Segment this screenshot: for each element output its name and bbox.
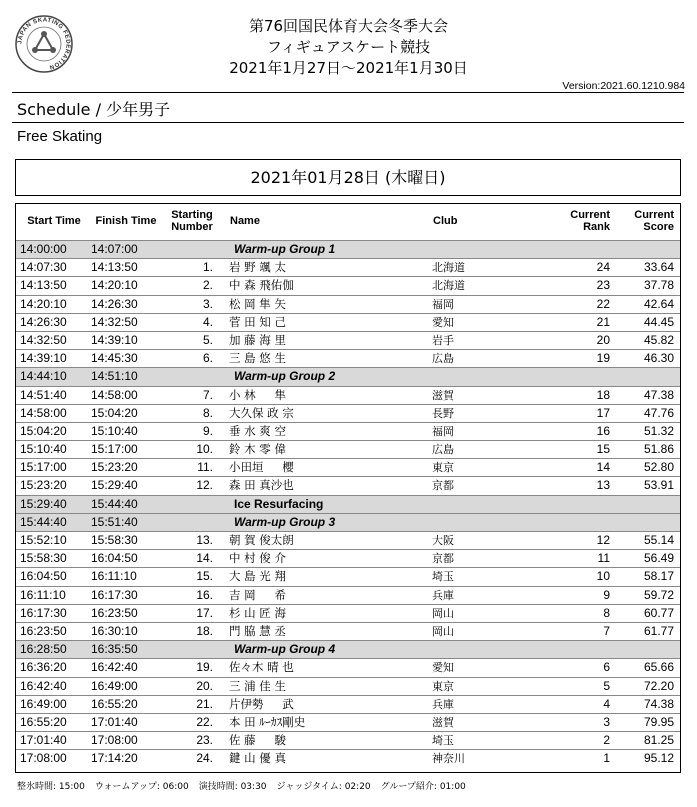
rank-cell: 11 (597, 551, 610, 566)
rank-cell: 16 (596, 423, 610, 438)
title-line-2: フィギュアスケート競技 (266, 38, 431, 56)
finish-time-cell: 14:51:10 (91, 369, 138, 384)
table-row (16, 586, 680, 604)
table-row (16, 604, 680, 622)
start-time-cell: 14:07:30 (20, 260, 67, 275)
skater-name-cell: 中 森 飛佑伽 (229, 278, 294, 293)
club-cell: 岡山 (432, 606, 454, 620)
starting-number-cell: 10. (196, 442, 213, 457)
finish-time-cell: 17:01:40 (91, 714, 138, 729)
rank-cell: 6 (603, 660, 610, 675)
score-cell: 37.78 (643, 278, 674, 293)
table-row (16, 731, 680, 749)
table-row (16, 440, 680, 458)
skater-name-cell: 垂 水 爽 空 (229, 423, 286, 438)
start-time-cell: 17:01:40 (20, 733, 67, 748)
starting-number-cell: 21. (196, 696, 213, 711)
club-cell: 広島 (432, 352, 454, 366)
start-time-cell: 14:13:50 (20, 278, 67, 293)
skater-name-cell: 大 島 光 翔 (229, 569, 286, 584)
score-cell: 33.64 (643, 260, 674, 275)
col-club: Club (433, 215, 458, 227)
skater-name-cell: 佐 藤 駿 (229, 733, 286, 748)
club-cell: 広島 (432, 443, 454, 457)
starting-number-cell: 7. (202, 387, 213, 402)
score-cell: 65.66 (643, 660, 674, 675)
starting-number-cell: 20. (196, 678, 213, 693)
table-row (16, 677, 680, 695)
col-current-rank: Current Rank (570, 209, 610, 233)
skater-name-cell: 門 脇 慧 丞 (229, 623, 286, 638)
start-time-cell: 15:17:00 (20, 460, 67, 475)
start-time-cell: 16:11:10 (20, 587, 66, 602)
starting-number-cell: 24. (196, 751, 213, 766)
table-row (16, 549, 680, 567)
skater-name-cell: 三 島 悠 生 (229, 351, 286, 366)
starting-number-cell: 1. (202, 260, 213, 275)
skater-name-cell: 松 岡 隼 矢 (229, 296, 286, 311)
finish-time-cell: 15:44:40 (91, 496, 138, 511)
table-row (16, 658, 680, 676)
rank-cell: 1 (603, 751, 610, 766)
finish-time-cell: 16:23:50 (91, 605, 138, 620)
club-cell: 滋賀 (432, 388, 454, 402)
table-row (16, 349, 680, 367)
start-time-cell: 14:26:30 (20, 314, 67, 329)
start-time-cell: 14:58:00 (20, 405, 67, 420)
rank-cell: 22 (596, 296, 610, 311)
finish-time-cell: 14:58:00 (91, 387, 138, 402)
score-cell: 61.77 (643, 623, 674, 638)
score-cell: 74.38 (643, 696, 674, 711)
rank-cell: 8 (603, 605, 610, 620)
rank-cell: 23 (596, 278, 610, 293)
finish-time-cell: 16:04:50 (91, 551, 138, 566)
starting-number-cell: 5. (202, 332, 213, 347)
timing-footer (17, 779, 476, 792)
col-start-time: Start Time (27, 215, 81, 227)
start-time-cell: 16:42:40 (20, 678, 67, 693)
finish-time-cell: 17:14:20 (91, 751, 138, 766)
club-cell: 長野 (432, 406, 454, 420)
score-cell: 45.82 (643, 332, 674, 347)
start-time-cell: 16:49:00 (20, 696, 67, 711)
table-row (16, 567, 680, 585)
table-row (16, 276, 680, 294)
rank-cell: 19 (596, 351, 610, 366)
table-row (16, 622, 680, 640)
finish-time-cell: 15:23:20 (91, 460, 138, 475)
start-time-cell: 16:23:50 (20, 623, 67, 638)
starting-number-cell: 12. (196, 478, 213, 493)
warmup-group-row (16, 367, 680, 385)
club-cell: 滋賀 (432, 715, 454, 729)
finish-time-cell: 16:11:10 (91, 569, 137, 584)
skater-name-cell: 小田垣 櫻 (229, 460, 294, 475)
finish-time-cell: 16:17:30 (91, 587, 138, 602)
skater-name-cell: 鍵 山 優 真 (229, 751, 286, 766)
finish-time-cell: 14:26:30 (91, 296, 138, 311)
group-label: Warm-up Group 3 (234, 514, 336, 529)
timing-item: 整氷時間: 15:00 (17, 782, 85, 792)
skater-name-cell: 小 林 隼 (229, 387, 286, 402)
club-cell: 岩手 (432, 333, 454, 347)
finish-time-cell: 15:51:40 (91, 514, 138, 529)
col-current-score: Current Score (634, 209, 674, 233)
club-cell: 愛知 (432, 315, 454, 329)
club-cell: 愛知 (432, 661, 454, 675)
starting-number-cell: 9. (202, 423, 213, 438)
skater-name-cell: 杉 山 匠 海 (229, 605, 286, 620)
starting-number-cell: 4. (202, 314, 213, 329)
rank-cell: 10 (596, 569, 610, 584)
col-name: Name (230, 215, 260, 227)
skater-name-cell: 片伊勢 武 (229, 696, 294, 711)
starting-number-cell: 15. (196, 569, 213, 584)
event-date: 2021年01月28日 (木曜日) (15, 159, 681, 196)
starting-number-cell: 6. (202, 351, 213, 366)
club-cell: 北海道 (432, 279, 465, 293)
score-cell: 56.49 (643, 551, 674, 566)
club-cell: 福岡 (432, 297, 454, 311)
starting-number-cell: 23. (196, 733, 213, 748)
finish-time-cell: 15:10:40 (91, 423, 138, 438)
club-cell: 岡山 (432, 624, 454, 638)
finish-time-cell: 15:17:00 (91, 442, 138, 457)
score-cell: 60.77 (643, 605, 674, 620)
rank-cell: 2 (603, 733, 610, 748)
finish-time-cell: 16:49:00 (91, 678, 138, 693)
skater-name-cell: 本 田 ﾙｰｶｽ剛史 (229, 714, 306, 729)
table-row (16, 422, 680, 440)
score-cell: 51.32 (643, 423, 674, 438)
club-cell: 兵庫 (432, 697, 454, 711)
skater-name-cell: 菅 田 知 己 (229, 314, 286, 329)
start-time-cell: 14:20:10 (20, 296, 67, 311)
start-time-cell: 15:23:20 (20, 478, 67, 493)
score-cell: 72.20 (643, 678, 674, 693)
table-row (16, 404, 680, 422)
finish-time-cell: 17:08:00 (91, 733, 138, 748)
rank-cell: 24 (596, 260, 610, 275)
rank-cell: 18 (596, 387, 610, 402)
skater-name-cell: 鈴 木 零 偉 (229, 442, 286, 457)
finish-time-cell: 16:55:20 (91, 696, 138, 711)
rank-cell: 20 (596, 332, 610, 347)
club-cell: 神奈川 (432, 752, 465, 766)
score-cell: 46.30 (643, 351, 674, 366)
rank-cell: 3 (603, 714, 610, 729)
start-time-cell: 16:28:50 (20, 642, 67, 657)
rank-cell: 17 (596, 405, 610, 420)
divider (12, 92, 684, 93)
table-row (16, 386, 680, 404)
table-row (16, 331, 680, 349)
start-time-cell: 16:17:30 (20, 605, 67, 620)
score-cell: 44.45 (643, 314, 674, 329)
skater-name-cell: 吉 岡 希 (229, 587, 286, 602)
start-time-cell: 14:32:50 (20, 332, 67, 347)
start-time-cell: 16:36:20 (20, 660, 67, 675)
warmup-group-row (16, 640, 680, 658)
finish-time-cell: 14:39:10 (91, 332, 138, 347)
score-cell: 51.86 (643, 442, 674, 457)
score-cell: 47.76 (643, 405, 674, 420)
finish-time-cell: 16:42:40 (91, 660, 138, 675)
version-label: Version:2021.60.1210.984 (562, 80, 685, 92)
group-label: Warm-up Group 4 (234, 642, 336, 657)
rank-cell: 5 (603, 678, 610, 693)
logo-text: JAPAN SKATING FEDERATION (17, 17, 71, 70)
start-time-cell: 15:29:40 (20, 496, 67, 511)
start-time-cell: 14:00:00 (20, 242, 67, 256)
rank-cell: 15 (596, 442, 610, 457)
finish-time-cell: 14:13:50 (91, 260, 138, 275)
rank-cell: 12 (596, 533, 610, 547)
group-label: Warm-up Group 1 (234, 242, 336, 256)
table-row (16, 258, 680, 276)
club-cell: 埼玉 (432, 734, 454, 748)
score-cell: 59.72 (643, 587, 674, 602)
score-cell: 58.17 (643, 569, 674, 584)
skater-name-cell: 中 村 俊 介 (229, 551, 286, 566)
start-time-cell: 14:44:10 (20, 369, 67, 384)
rank-cell: 14 (596, 460, 610, 475)
finish-time-cell: 15:58:30 (91, 533, 138, 547)
starting-number-cell: 2. (202, 278, 213, 293)
rank-cell: 4 (603, 696, 610, 711)
score-cell: 81.25 (643, 733, 674, 748)
score-cell: 95.12 (643, 751, 674, 766)
score-cell: 79.95 (643, 714, 674, 729)
club-cell: 京都 (432, 552, 454, 566)
table-row (16, 531, 680, 549)
score-cell: 52.80 (643, 460, 674, 475)
table-row (16, 313, 680, 331)
club-cell: 京都 (432, 479, 454, 493)
starting-number-cell: 17. (196, 605, 213, 620)
table-row (16, 476, 680, 494)
schedule-heading: Schedule / 少年男子 (17, 100, 171, 119)
start-time-cell: 15:44:40 (20, 514, 67, 529)
table-row (16, 458, 680, 476)
table-row (16, 749, 680, 767)
discipline-heading: Free Skating (17, 128, 103, 145)
score-cell: 42.64 (643, 296, 674, 311)
finish-time-cell: 15:29:40 (91, 478, 138, 493)
timing-item: ジャッジタイム: 02:20 (276, 782, 371, 792)
event-title (0, 16, 697, 79)
timing-item: ウォームアップ: 06:00 (94, 782, 189, 792)
finish-time-cell: 14:32:50 (91, 314, 138, 329)
club-cell: 兵庫 (432, 588, 454, 602)
title-line-3: 2021年1月27日～2021年1月30日 (229, 59, 468, 77)
warmup-group-row (16, 513, 680, 531)
starting-number-cell: 13. (196, 533, 213, 547)
col-starting-number: Starting Number (171, 209, 213, 233)
start-time-cell: 14:51:40 (20, 387, 67, 402)
score-cell: 47.38 (643, 387, 674, 402)
skater-name-cell: 佐々木 晴 也 (229, 660, 294, 675)
skater-name-cell: 岩 野 颯 太 (229, 260, 286, 275)
start-time-cell: 16:55:20 (20, 714, 67, 729)
starting-number-cell: 14. (196, 551, 213, 566)
starting-number-cell: 19. (196, 660, 213, 675)
starting-number-cell: 8. (202, 405, 213, 420)
finish-time-cell: 16:30:10 (91, 623, 138, 638)
skater-name-cell: 朝 賀 俊太朗 (229, 533, 294, 547)
starting-number-cell: 18. (196, 623, 213, 638)
finish-time-cell: 14:45:30 (91, 351, 138, 366)
warmup-group-row (16, 240, 680, 258)
timing-item: グループ紹介: 01:00 (380, 782, 466, 792)
group-label: Ice Resurfacing (234, 496, 324, 511)
table-row (16, 695, 680, 713)
club-cell: 北海道 (432, 261, 465, 275)
finish-time-cell: 14:07:00 (91, 242, 138, 256)
group-label: Warm-up Group 2 (234, 369, 336, 384)
finish-time-cell: 16:35:50 (91, 642, 138, 657)
schedule-table (15, 203, 681, 773)
rank-cell: 9 (603, 587, 610, 602)
resurfacing-row (16, 495, 680, 513)
club-cell: 大阪 (432, 534, 454, 547)
skater-name-cell: 大久保 政 宗 (229, 405, 294, 420)
club-cell: 埼玉 (432, 570, 454, 584)
starting-number-cell: 16. (196, 587, 213, 602)
col-finish-time: Finish Time (95, 215, 157, 227)
rank-cell: 7 (603, 623, 610, 638)
club-cell: 東京 (432, 461, 454, 475)
table-row (16, 295, 680, 313)
timing-item: 演技時間: 03:30 (198, 782, 267, 792)
start-time-cell: 15:10:40 (20, 442, 67, 457)
table-row (16, 713, 680, 731)
club-cell: 福岡 (432, 424, 454, 438)
finish-time-cell: 15:04:20 (91, 405, 138, 420)
table-body (16, 240, 680, 767)
rank-cell: 13 (596, 478, 610, 493)
skater-name-cell: 三 浦 佳 生 (229, 678, 286, 693)
finish-time-cell: 14:20:10 (91, 278, 138, 293)
score-cell: 55.14 (643, 533, 674, 547)
start-time-cell: 15:04:20 (20, 423, 67, 438)
title-line-1: 第76回国民体育大会冬季大会 (248, 17, 449, 35)
starting-number-cell: 11. (197, 460, 213, 475)
start-time-cell: 16:04:50 (20, 569, 67, 584)
score-cell: 53.91 (643, 478, 674, 493)
start-time-cell: 15:58:30 (20, 551, 67, 566)
divider (12, 122, 684, 123)
skater-name-cell: 加 藤 海 里 (229, 332, 286, 347)
rank-cell: 21 (596, 314, 610, 329)
start-time-cell: 14:39:10 (20, 351, 67, 366)
start-time-cell: 15:52:10 (20, 533, 67, 547)
club-cell: 東京 (432, 679, 454, 693)
skater-name-cell: 森 田 真沙也 (229, 478, 294, 493)
start-time-cell: 17:08:00 (20, 751, 67, 766)
starting-number-cell: 3. (202, 296, 213, 311)
starting-number-cell: 22. (196, 714, 213, 729)
